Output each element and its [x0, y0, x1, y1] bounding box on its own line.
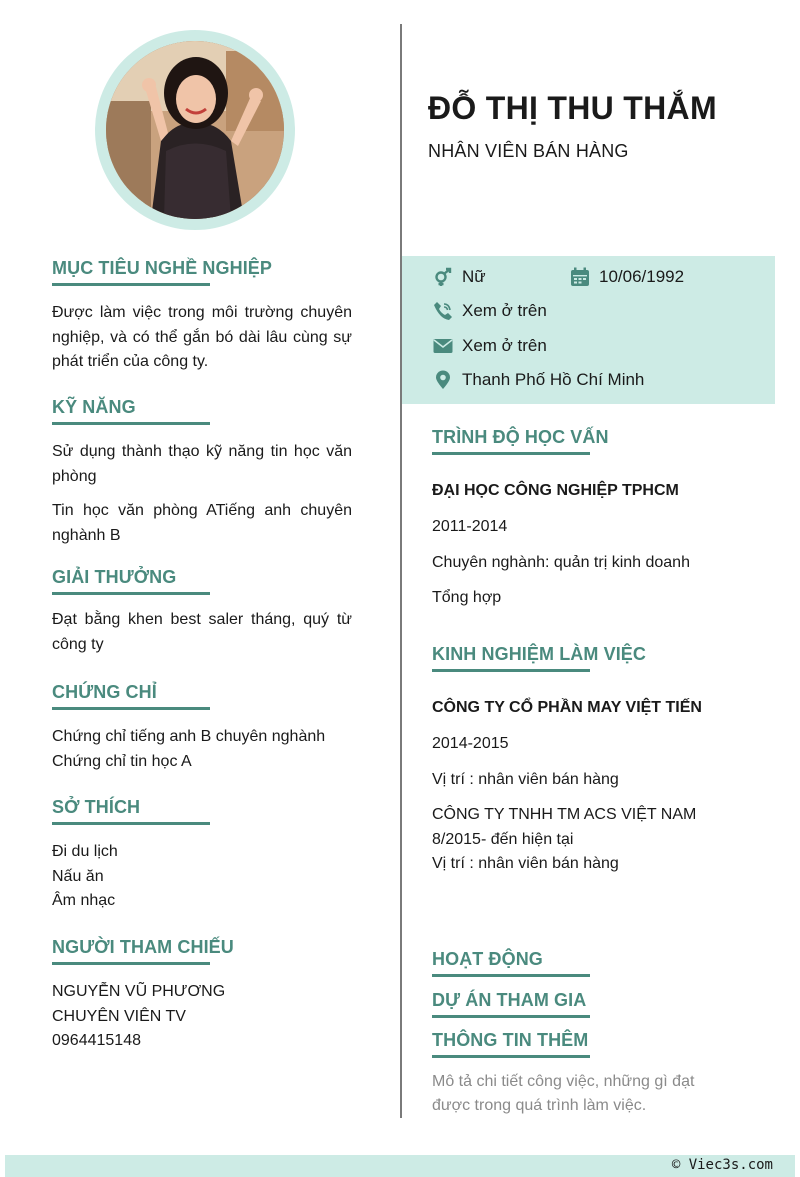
- certificates-section: [52, 682, 352, 774]
- objective-title: MỤC TIÊU NGHỀ NGHIỆP: [52, 258, 273, 278]
- birthday-row: [569, 266, 684, 288]
- reference-section: [52, 937, 352, 1054]
- certificates-title: CHỨNG CHỈ: [52, 682, 157, 702]
- reference-item: NGUYỄN VŨ PHƯƠNG: [52, 983, 226, 1000]
- experience-underline: [432, 669, 590, 672]
- projects-underline: [432, 1015, 590, 1018]
- experience-company: CÔNG TY CỔ PHẦN MAY VIỆT TIẾN: [432, 699, 702, 716]
- objective-text: Được làm việc trong môi trường chuyên nghiệp, và có thể gắn bó dài lâu cùng sự phát triển của công ty.: [52, 304, 352, 370]
- experience-position: Vị trí : nhân viên bán hàng: [432, 770, 619, 788]
- projects-section: [432, 990, 762, 1018]
- education-major: Chuyên nghành: quản trị kinh doanh: [432, 553, 690, 571]
- experience-detail: CÔNG TY TNHH TM ACS VIỆT NAM: [432, 806, 697, 823]
- activities-underline: [432, 974, 590, 977]
- reference-item: 0964415148: [52, 1032, 141, 1049]
- gender-row: [432, 266, 486, 288]
- hobby-item: Đi du lịch: [52, 843, 118, 860]
- phone-icon: [432, 300, 454, 322]
- skill-item: Sử dụng thành thạo kỹ năng tin học văn phòng: [52, 443, 352, 485]
- experience-section: [432, 644, 762, 877]
- education-years: 2011-2014: [432, 518, 508, 535]
- skills-section: [52, 397, 352, 548]
- address-row: [432, 369, 644, 391]
- gender-value: Nữ: [462, 267, 486, 286]
- candidate-name: ĐỖ THỊ THU THẮM: [428, 90, 717, 126]
- extra-info-underline: [432, 1055, 590, 1058]
- hobby-item: Nấu ăn: [52, 867, 104, 885]
- projects-title: DỰ ÁN THAM GIA: [432, 990, 587, 1010]
- education-type: Tổng hợp: [432, 589, 502, 606]
- extra-info-section: [432, 1030, 732, 1118]
- extra-info-title: THÔNG TIN THÊM: [432, 1030, 589, 1050]
- certificate-item: Chứng chỉ tiếng anh B chuyên nghành: [52, 728, 326, 745]
- birthday-value: 10/06/1992: [599, 267, 685, 286]
- extra-info-placeholder[interactable]: Mô tả chi tiết công việc, những gì đạt được trong quá trình làm việc.: [432, 1073, 695, 1114]
- phone-value: Xem ở trên: [462, 301, 547, 320]
- address-value: Thanh Phố Hồ Chí Minh: [462, 370, 645, 389]
- awards-text: Đạt bằng khen best saler tháng, quý từ công ty: [52, 611, 352, 653]
- contact-info-box: [402, 256, 775, 404]
- certificate-item: Chứng chỉ tin học A: [52, 752, 192, 770]
- experience-detail: Vị trí : nhân viên bán hàng: [432, 855, 619, 872]
- location-icon: [432, 369, 454, 391]
- gender-icon: [432, 266, 454, 288]
- awards-underline: [52, 592, 210, 595]
- phone-row: [432, 300, 547, 322]
- activities-title: HOẠT ĐỘNG: [432, 949, 543, 969]
- profile-photo: [106, 41, 284, 219]
- footer-credit: © Viec3s.com: [671, 1157, 773, 1173]
- reference-title: NGƯỜI THAM CHIẾU: [52, 937, 234, 957]
- certificates-underline: [52, 707, 210, 710]
- experience-years: 2014-2015: [432, 735, 509, 752]
- awards-title: GIẢI THƯỞNG: [52, 567, 177, 587]
- candidate-role: NHÂN VIÊN BÁN HÀNG: [428, 141, 629, 161]
- email-icon: [432, 335, 454, 357]
- experience-detail: 8/2015- đến hiện tại: [432, 830, 574, 848]
- email-value: Xem ở trên: [462, 336, 547, 355]
- education-section: [432, 427, 762, 611]
- column-divider: [400, 24, 402, 1118]
- awards-section: [52, 567, 352, 657]
- activities-section: [432, 949, 762, 977]
- calendar-icon: [569, 266, 591, 288]
- avatar: [106, 41, 284, 219]
- hobbies-underline: [52, 822, 210, 825]
- email-row: [432, 335, 547, 357]
- skill-item: Tin học văn phòng ATiếng anh chuyên nghành B: [52, 502, 352, 544]
- footer-bar: [5, 1155, 795, 1177]
- experience-title: KINH NGHIỆM LÀM VIỆC: [432, 644, 647, 664]
- skills-title: KỸ NĂNG: [52, 397, 136, 417]
- education-underline: [432, 452, 590, 455]
- hobby-item: Âm nhạc: [52, 892, 116, 909]
- hobbies-section: [52, 797, 352, 914]
- objective-section: [52, 258, 352, 375]
- hobbies-title: SỞ THÍCH: [52, 797, 141, 817]
- reference-item: CHUYÊN VIÊN TV: [52, 1007, 186, 1025]
- education-school: ĐẠI HỌC CÔNG NGHIỆP TPHCM: [432, 482, 679, 499]
- reference-underline: [52, 962, 210, 965]
- education-title: TRÌNH ĐỘ HỌC VẤN: [432, 427, 609, 447]
- skills-underline: [52, 422, 210, 425]
- objective-underline: [52, 283, 210, 286]
